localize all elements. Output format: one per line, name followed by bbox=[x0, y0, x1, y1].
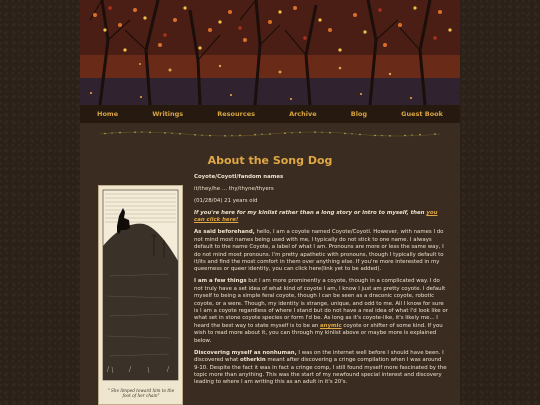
kinlist-intro-text: If you're here for my kinlist rather than a long story or intro to myself, then bbox=[194, 210, 427, 216]
paragraph-names-text: hello, I am a coyote named Coyote/Coyotl. However, with names I do not mind most names being used with me, I typically do not stick to one name. I always default to the name Coyote, a label of what I am. Pronouns are more or less the same way, I do not mind most pronouns. I'm pretty apathetic with pronouns, though I typically default to it/its and find the most comfort in them over anything else. If you're more interested in my queerness or queer identity, you can click here(link yet to be added). bbox=[194, 229, 444, 273]
anymic-link[interactable]: anymic bbox=[320, 322, 342, 329]
otherkin-term: otherkin bbox=[240, 357, 266, 364]
nav-guest-book[interactable]: Guest Book bbox=[401, 110, 443, 118]
page-container bbox=[80, 0, 460, 405]
kinlist-link[interactable]: you can click here! bbox=[194, 210, 438, 224]
paragraph-identity-lead: I am a few things bbox=[194, 278, 247, 285]
nav-home[interactable]: Home bbox=[97, 110, 119, 118]
coyote-howling-illustration-icon bbox=[99, 186, 182, 386]
nav-resources[interactable]: Resources bbox=[217, 110, 255, 118]
main-navigation bbox=[80, 105, 460, 123]
paragraph-discovery-lead: Discovering myself as nonhuman, bbox=[194, 349, 297, 356]
pronouns-line: it/they/he … thy/thyne/thyers bbox=[194, 186, 274, 192]
coyote-illustration-card bbox=[98, 185, 183, 405]
about-content bbox=[194, 174, 448, 391]
autumn-forest-banner bbox=[80, 0, 460, 105]
paragraph-identity-text-b: coyote or shifter of some kind. If you wish to read more about it, you can through my kinlist above or maybe more is explained below. bbox=[194, 322, 443, 344]
paragraph-discovery-text-b: meant after discovering a cringe compilation when I was around 9-10. Despite the fact it was in fact a cringe comp, I still found myself more fascinated by the topic more than anything. This was the start of my newfound special interest and discovery leading to where I am writing this as an adult in it's 20's. bbox=[194, 357, 447, 386]
nav-blog[interactable]: Blog bbox=[350, 110, 368, 118]
paragraph-names bbox=[194, 229, 448, 273]
paragraph-identity bbox=[194, 278, 448, 345]
names-heading: Coyote/Coyotl/fandom names bbox=[194, 174, 284, 180]
birthdate-line: (01/28/04) 21 years old bbox=[194, 198, 258, 204]
paragraph-discovery bbox=[194, 350, 448, 387]
page-title: About the Song Dog bbox=[207, 154, 333, 167]
nav-writings[interactable]: Writings bbox=[152, 110, 184, 118]
dotted-garland-divider-icon bbox=[100, 130, 440, 138]
paragraph-discovery-text-a: I was on the internet well before I should have been. I discovered what bbox=[194, 349, 444, 364]
kinlist-intro bbox=[194, 210, 448, 225]
illustration-caption: " She limped toward him to the foot of her chain" bbox=[107, 388, 175, 398]
paragraph-identity-text-a: but I am more prominently a coyote, though in a complicated way. I do not truly have a set idea of what kind of coyote I am, I know I just am pretty coyote. I default myself to being a simple feral coyote, though I can be seen as a draconic coyote, robotic coyote, or a were. Though, my identity is strange, unique, and odd to me. All I know for sure is I am a coyote regardless of where I stand but do not have a real idea of what I'd look like or what set in stone coyote species or form I'd be. As long as it's coyote-like, it's likely me... I heard the best way to state myself is to be an bbox=[194, 278, 448, 329]
nav-archive[interactable]: Archive bbox=[289, 110, 317, 118]
paragraph-names-lead: As said beforehand, bbox=[194, 229, 255, 236]
forest-banner-art bbox=[80, 0, 460, 105]
